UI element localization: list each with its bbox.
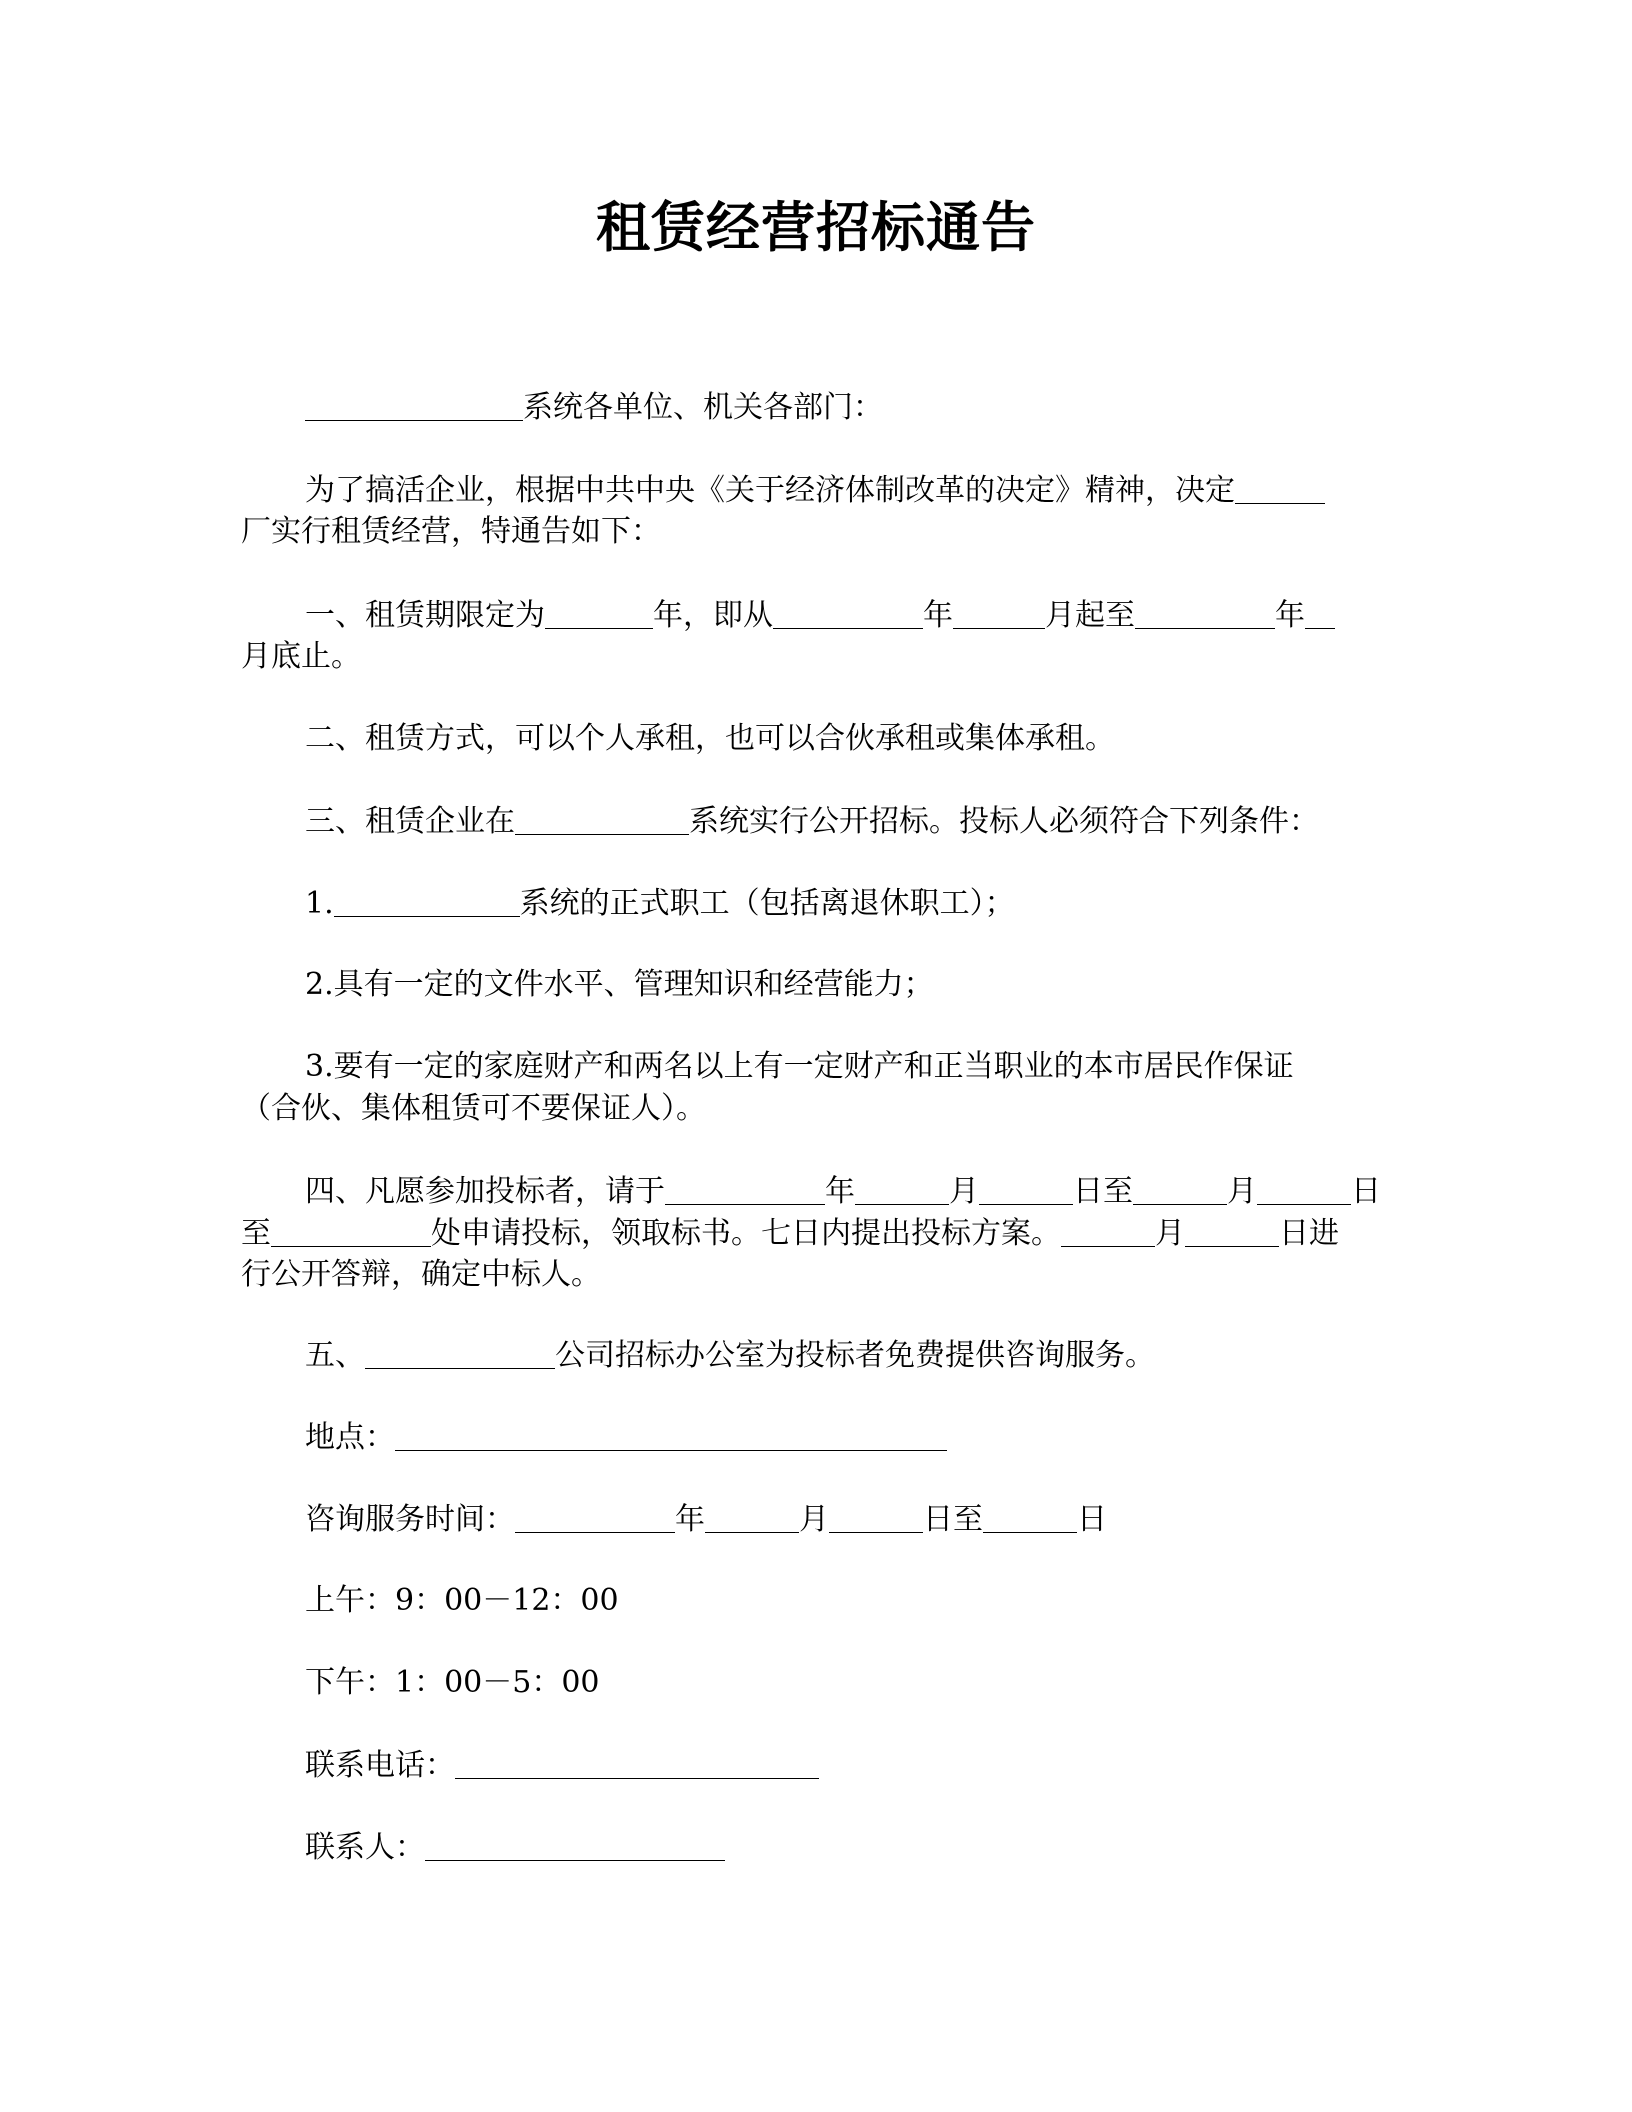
afternoon-hours xyxy=(241,1662,1391,1704)
condition-1-text: 1. xyxy=(305,886,334,921)
blank-field[interactable] xyxy=(979,1174,1073,1205)
phone-label: 联系电话： xyxy=(305,1748,455,1783)
blank-field[interactable] xyxy=(1133,1174,1227,1205)
item-1-text: 月起至 xyxy=(1045,598,1135,633)
service-time-text: 年 xyxy=(675,1502,705,1537)
blank-field[interactable] xyxy=(334,886,520,917)
item-4-text: 月 xyxy=(1227,1174,1257,1209)
blank-field[interactable] xyxy=(1135,598,1275,629)
item-4-text: 年 xyxy=(825,1174,855,1209)
item-1-text: 一、租赁期限定为 xyxy=(305,598,545,633)
item-4-text: 月 xyxy=(949,1174,979,1209)
condition-1-text: 系统的正式职工（包括离退休职工）； xyxy=(519,886,1015,921)
item-4-text: 日 xyxy=(1351,1174,1381,1209)
condition-1 xyxy=(241,882,1391,924)
item-5-paragraph xyxy=(241,1334,1391,1376)
phone-field[interactable] xyxy=(455,1748,819,1779)
contact-field[interactable] xyxy=(425,1830,725,1861)
blank-field[interactable] xyxy=(773,598,923,629)
afternoon-hours-text: 下午：1：00－5：00 xyxy=(305,1665,600,1700)
item-3-paragraph xyxy=(241,800,1391,842)
blank-field[interactable] xyxy=(365,1338,555,1369)
location-field[interactable] xyxy=(395,1420,947,1451)
service-time-text: 日 xyxy=(1077,1502,1107,1537)
blank-field[interactable] xyxy=(983,1502,1077,1533)
blank-field[interactable] xyxy=(1305,598,1335,629)
service-time-text: 月 xyxy=(799,1502,829,1537)
condition-3-text: 3.要有一定的家庭财产和两名以上有一定财产和正当职业的本市居民作保证 xyxy=(305,1049,1294,1084)
phone-line xyxy=(241,1744,1391,1786)
condition-3 xyxy=(241,1046,1391,1130)
item-1-text: 年 xyxy=(923,598,953,633)
blank-field[interactable] xyxy=(855,1174,949,1205)
item-1-text: 月底止。 xyxy=(241,639,361,674)
item-5-text: 公司招标办公室为投标者免费提供咨询服务。 xyxy=(555,1338,1155,1373)
item-1-text: 年，即从 xyxy=(653,598,773,633)
condition-2 xyxy=(241,964,1391,1006)
item-4-text: 日进 xyxy=(1279,1216,1339,1251)
service-time-label: 咨询服务时间： xyxy=(305,1502,515,1537)
contact-label: 联系人： xyxy=(305,1830,425,1865)
item-4-text: 四、凡愿参加投标者，请于 xyxy=(305,1174,665,1209)
condition-3-text: （合伙、集体租赁可不要保证人）。 xyxy=(241,1091,706,1126)
intro-line-1: 为了搞活企业，根据中共中央《关于经济体制改革的决定》精神，决定 xyxy=(305,473,1235,508)
item-4-paragraph xyxy=(241,1170,1391,1296)
location-line xyxy=(241,1416,1391,1458)
item-4-text: 行公开答辩，确定中标人。 xyxy=(241,1257,601,1292)
item-4-text: 日至 xyxy=(1073,1174,1133,1209)
item-3-text: 三、租赁企业在 xyxy=(305,804,515,839)
item-2-text: 二、租赁方式，可以个人承租，也可以合伙承租或集体承租。 xyxy=(305,721,1115,756)
item-4-text: 至 xyxy=(241,1216,271,1251)
blank-field[interactable] xyxy=(1061,1216,1155,1247)
blank-field[interactable] xyxy=(829,1502,923,1533)
blank-field[interactable] xyxy=(545,598,653,629)
blank-field[interactable] xyxy=(953,598,1045,629)
intro-line-2: 厂实行租赁经营，特通告如下： xyxy=(241,514,661,549)
item-1-text: 年 xyxy=(1275,598,1305,633)
morning-hours xyxy=(241,1580,1391,1622)
service-time-text: 日至 xyxy=(923,1502,983,1537)
item-4-text: 处申请投标，领取标书。七日内提出投标方案。 xyxy=(431,1216,1061,1251)
blank-field[interactable] xyxy=(515,804,689,835)
blank-field[interactable] xyxy=(1185,1216,1279,1247)
blank-field[interactable] xyxy=(1235,473,1325,504)
intro-paragraph xyxy=(241,469,1391,553)
blank-field[interactable] xyxy=(515,1502,675,1533)
blank-field[interactable] xyxy=(665,1174,825,1205)
morning-hours-text: 上午：9：00－12：00 xyxy=(305,1583,619,1618)
location-label: 地点： xyxy=(305,1420,395,1455)
item-1-paragraph xyxy=(241,594,1391,678)
document-title: 租赁经营招标通告 xyxy=(596,196,1036,259)
blank-field[interactable] xyxy=(271,1216,431,1247)
blank-field[interactable] xyxy=(1257,1174,1351,1205)
item-3-text: 系统实行公开招标。投标人必须符合下列条件： xyxy=(689,804,1319,839)
item-2-paragraph xyxy=(241,718,1391,760)
item-5-text: 五、 xyxy=(305,1338,365,1373)
service-time-line xyxy=(241,1498,1391,1540)
blank-field[interactable] xyxy=(305,390,523,421)
salutation-text: 系统各单位、机关各部门： xyxy=(523,390,883,425)
item-4-text: 月 xyxy=(1155,1216,1185,1251)
contact-line xyxy=(241,1826,1391,1868)
blank-field[interactable] xyxy=(705,1502,799,1533)
condition-2-text: 2.具有一定的文件水平、管理知识和经营能力； xyxy=(305,967,934,1002)
salutation xyxy=(241,386,1391,428)
